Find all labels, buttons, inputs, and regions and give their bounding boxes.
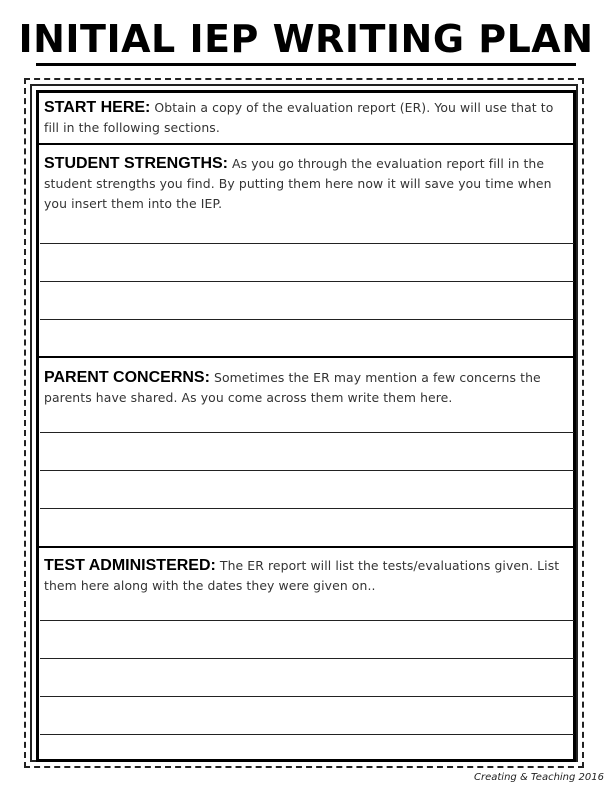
start-here-text: Obtain a copy of the evaluation report (ER). You will use that to fill in the following sections.	[44, 100, 554, 135]
section-divider	[36, 546, 576, 548]
test-administered-section	[44, 556, 568, 596]
title-underline	[36, 63, 576, 66]
writing-line[interactable]	[40, 696, 574, 697]
student-strengths-section	[44, 154, 568, 214]
writing-line[interactable]	[40, 319, 574, 320]
parent-concerns-text: Sometimes the ER may mention a few concerns the parents have shared. As you come across them write them here.	[44, 370, 541, 405]
test-administered-text: The ER report will list the tests/evaluations given. List them here along with the dates they were given on..	[44, 558, 560, 593]
section-divider	[36, 356, 576, 358]
writing-line[interactable]	[40, 734, 574, 735]
writing-line[interactable]	[40, 620, 574, 621]
parent-concerns-section	[44, 368, 568, 408]
start-here-label: START HERE:	[44, 99, 151, 116]
writing-line[interactable]	[40, 281, 574, 282]
writing-line[interactable]	[40, 243, 574, 244]
footer-credit: Creating & Teaching 2016	[474, 772, 604, 783]
writing-line[interactable]	[40, 658, 574, 659]
writing-line[interactable]	[40, 470, 574, 471]
student-strengths-text: As you go through the evaluation report fill in the student strengths you find. By putting them here now it will save you time when you insert them into the IEP.	[44, 156, 552, 211]
section-divider	[36, 143, 576, 145]
student-strengths-label: STUDENT STRENGTHS:	[44, 155, 228, 172]
parent-concerns-label: PARENT CONCERNS:	[44, 369, 210, 386]
test-administered-label: TEST ADMINISTERED:	[44, 557, 216, 574]
page-title: INITIAL IEP WRITING PLAN	[18, 17, 594, 61]
writing-line[interactable]	[40, 432, 574, 433]
start-here-section	[44, 98, 568, 138]
writing-line[interactable]	[40, 508, 574, 509]
